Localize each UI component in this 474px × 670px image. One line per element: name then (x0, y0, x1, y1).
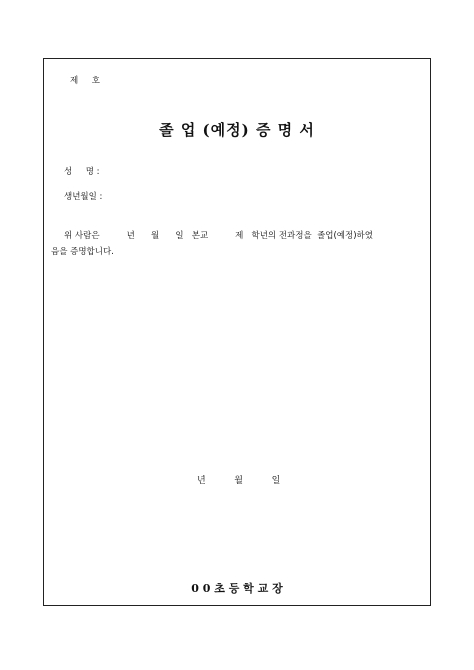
name-field-label: 성 명 : (64, 167, 100, 177)
document-border (43, 58, 431, 606)
birthdate-field-label: 생년월일 : (64, 192, 103, 202)
certificate-body-line-2: 음을 증명합니다. (51, 247, 114, 257)
document-title: 졸 업 (예정) 증 명 서 (159, 121, 315, 139)
school-principal-line: 0 0 초 등 학 교 장 (191, 582, 283, 595)
certificate-body-line-1: 위 사람은 년 월 일 본교 제 학년의 전과정을 졸업(예정)하였 (64, 231, 373, 241)
issue-date-line: 년 월 일 (197, 476, 281, 486)
certificate-number-label: 제 호 (70, 76, 100, 86)
